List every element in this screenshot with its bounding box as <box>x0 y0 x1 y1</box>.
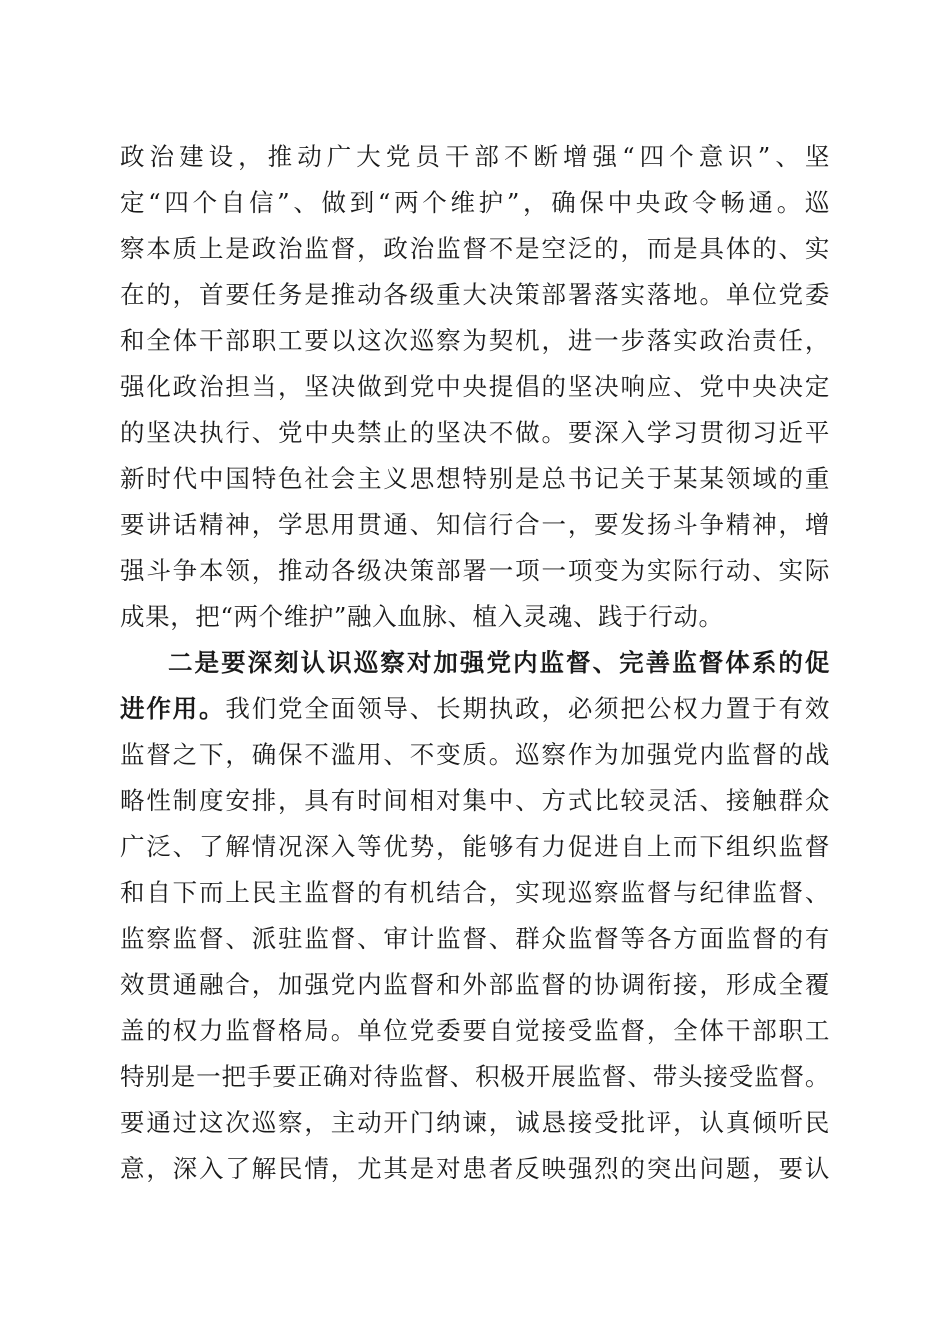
paragraph-line: 要讲话精神，学思用贯通、知信行合一，要发扬斗争精神，增 <box>120 510 830 539</box>
paragraph-line: 定“四个自信”、做到“两个维护”，确保中央政令畅通。巡 <box>120 188 830 217</box>
paragraph-line: 要通过这次巡察，主动开门纳谏，诚恳接受批评，认真倾听民 <box>120 1108 830 1137</box>
section-heading-tail: 进作用。 <box>120 694 226 723</box>
paragraph-text: 我们党全面领导、长期执政，必须把公权力置于有效 <box>225 694 830 723</box>
paragraph-line: 和全体干部职工要以这次巡察为契机，进一步落实政治责任， <box>120 326 830 355</box>
paragraph-line: 特别是一把手要正确对待监督、积极开展监督、带头接受监督。 <box>120 1062 830 1091</box>
paragraph-line: 在的，首要任务是推动各级重大决策部署落实落地。单位党委 <box>120 280 830 309</box>
paragraph-line: 强斗争本领，推动各级决策部署一项一项变为实际行动、实际 <box>120 556 830 585</box>
section-heading: 二是要深刻认识巡察对加强党内监督、完善监督体系的促 <box>168 648 830 677</box>
paragraph-line: 监察监督、派驻监督、审计监督、群众监督等各方面监督的有 <box>120 924 830 953</box>
paragraph-line: 新时代中国特色社会主义思想特别是总书记关于某某领域的重 <box>120 464 830 493</box>
paragraph-line: 察本质上是政治监督，政治监督不是空泛的，而是具体的、实 <box>120 234 830 263</box>
paragraph-line: 成果，把“两个维护”融入血脉、植入灵魂、践于行动。 <box>120 602 724 631</box>
paragraph-line: 的坚决执行、党中央禁止的坚决不做。要深入学习贯彻习近平 <box>120 418 830 447</box>
paragraph-line: 盖的权力监督格局。单位党委要自觉接受监督，全体干部职工 <box>120 1016 830 1045</box>
paragraph-line: 意，深入了解民情，尤其是对患者反映强烈的突出问题，要认 <box>120 1154 830 1183</box>
paragraph-line <box>120 689 830 729</box>
paragraph-line: 监督之下，确保不滥用、不变质。巡察作为加强党内监督的战 <box>120 740 830 769</box>
paragraph-line: 效贯通融合，加强党内监督和外部监督的协调衔接，形成全覆 <box>120 970 830 999</box>
paragraph-line: 政治建设，推动广大党员干部不断增强“四个意识”、坚 <box>120 142 830 171</box>
paragraph-line: 强化政治担当，坚决做到党中央提倡的坚决响应、党中央决定 <box>120 372 830 401</box>
paragraph-line: 广泛、了解情况深入等优势，能够有力促进自上而下组织监督 <box>120 832 830 861</box>
paragraph-line: 和自下而上民主监督的有机结合，实现巡察监督与纪律监督、 <box>120 878 830 907</box>
paragraph-line: 略性制度安排，具有时间相对集中、方式比较灵活、接触群众 <box>120 786 830 815</box>
